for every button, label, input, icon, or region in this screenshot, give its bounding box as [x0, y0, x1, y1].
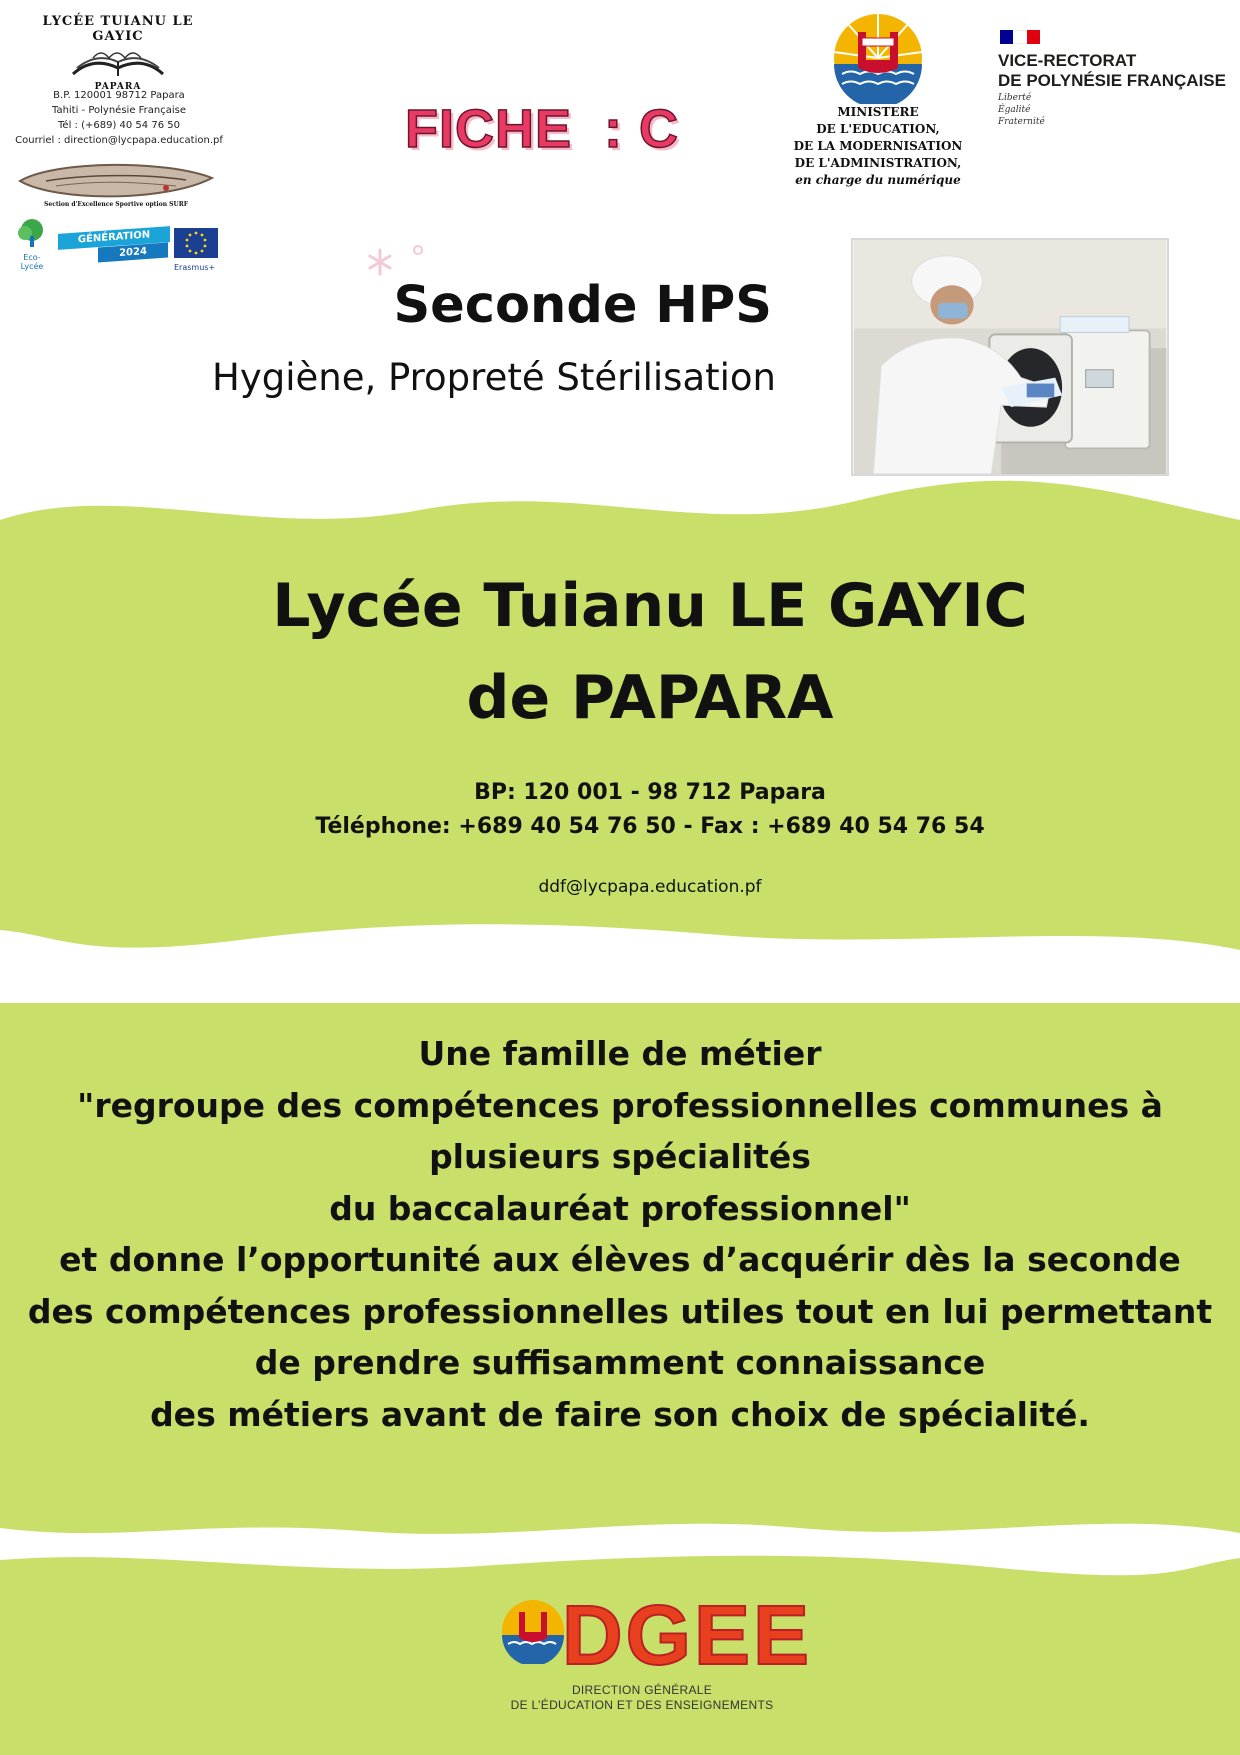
vice-rectorat-line: VICE-RECTORAT — [998, 51, 1137, 70]
erasmus-label: Erasmus+ — [174, 263, 216, 272]
family-line: des métiers avant de faire son choix de spécialité. — [150, 1394, 1090, 1434]
phone-line: Tél : (+689) 40 54 76 50 — [58, 120, 180, 131]
republic-motto — [998, 92, 1045, 128]
family-line: du baccalauréat professionnel" — [329, 1188, 911, 1228]
email-line: Courriel : direction@lycpapa.education.pf — [15, 135, 223, 146]
motto-line: Égalité — [998, 105, 1031, 115]
school-logo-town: PAPARA — [94, 82, 142, 92]
family-line: Une famille de métier — [418, 1034, 822, 1073]
address-line: B.P. 120001 98712 Papara — [53, 90, 185, 101]
generation-2024-badge — [58, 230, 170, 260]
surf-section-caption: Section d'Excellence Sportive option SURF — [44, 201, 188, 208]
program-subtitle: Hygiène, Propreté Stérilisation — [212, 356, 776, 399]
dgee-caption-line: DE L’ÉDUCATION ET DES ENSEIGNEMENTS — [510, 1698, 774, 1712]
open-book-wave-icon — [63, 46, 173, 80]
ministere-line: DE LA MODERNISATION — [793, 139, 963, 153]
dgee-caption-line: DIRECTION GÉNÉRALE — [571, 1683, 713, 1697]
family-line: plusieurs spécialités — [429, 1137, 811, 1176]
school-logo — [18, 14, 218, 92]
ministere-line: DE L'EDUCATION, — [816, 122, 940, 136]
family-line: de prendre suffisamment connaissance — [254, 1343, 986, 1382]
school-contact — [0, 776, 1240, 844]
school-name-line: Lycée Tuianu LE GAYIC — [272, 571, 1028, 641]
eco-lycee-label: Eco-Lycée — [20, 253, 44, 271]
motto-line: Liberté — [998, 93, 1032, 103]
family-line: des compétences professionnelles utiles tout en lui permettant — [27, 1291, 1213, 1331]
eu-flag-icon — [174, 228, 218, 258]
sparkle-decoration-icon — [368, 244, 428, 280]
dgee-logo-letters: DGEE — [562, 1588, 813, 1682]
surfboard-icon — [16, 156, 216, 206]
ministere-name — [770, 104, 986, 189]
dgee-sun-emblem-icon — [500, 1598, 566, 1664]
school-logo-title: LYCÉE TUIANU LE GAYIC — [42, 14, 194, 44]
family-description — [0, 1028, 1240, 1440]
motto-line: Fraternité — [998, 117, 1045, 127]
ministere-line: DE L'ADMINISTRATION, — [794, 156, 962, 170]
dgee-caption — [470, 1683, 814, 1713]
family-line: "regroupe des compétences professionnelles communes à — [77, 1085, 1163, 1125]
school-name-line: de PAPARA — [466, 663, 834, 733]
family-line: et donne l’opportunité aux élèves d’acquérir dès la seconde — [59, 1240, 1181, 1279]
school-name — [0, 560, 1240, 744]
generation-year: 2024 — [98, 243, 168, 263]
school-address: BP: 120 001 - 98 712 Papara — [474, 780, 826, 805]
school-email-link[interactable]: ddf@lycpapa.education.pf — [538, 877, 762, 897]
program-title: Seconde HPS — [393, 276, 772, 335]
ministere-digital-line: en charge du numérique — [795, 173, 961, 187]
fiche-title: FICHE : C — [405, 99, 679, 159]
school-phone-fax: Téléphone: +689 40 54 76 50 - Fax : +689 40 54 76 54 — [315, 814, 985, 839]
polynesia-sun-emblem-icon — [832, 12, 924, 104]
sterilisation-photo — [851, 238, 1169, 476]
erasmus-badge — [174, 228, 218, 272]
address-line: Tahiti - Polynésie Française — [51, 105, 187, 116]
eco-lycee-badge — [12, 218, 52, 271]
vice-rectorat-title — [998, 51, 1226, 91]
school-postal-address — [10, 88, 228, 148]
ministere-line: MINISTERE — [837, 105, 919, 119]
tree-icon — [12, 218, 52, 248]
generation-label: GÉNÉRATION — [58, 226, 170, 250]
french-republic-flag-icon — [1000, 30, 1040, 44]
vice-rectorat-line: DE POLYNÉSIE FRANÇAISE — [998, 71, 1226, 90]
